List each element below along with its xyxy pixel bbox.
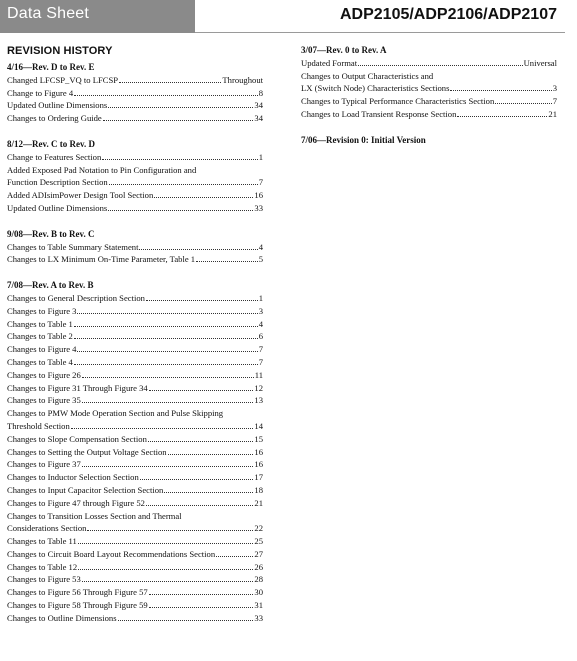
dot-leader — [358, 58, 522, 66]
revision-group — [7, 228, 263, 266]
revision-entry — [7, 292, 263, 305]
entry-text: Changes to Figure 37 — [7, 459, 81, 470]
entry-text: Changes to Figure 58 Through Figure 59 — [7, 600, 148, 611]
entry-page: 18 — [254, 484, 263, 495]
entry-page: 15 — [254, 433, 263, 444]
revision-entry — [301, 95, 557, 108]
dot-leader — [82, 395, 254, 403]
entry-page: 16 — [254, 190, 263, 201]
entry-text: Changes to Figure 47 through Figure 52 — [7, 497, 145, 508]
dot-leader — [77, 344, 257, 352]
revision-group — [7, 279, 263, 625]
dot-leader — [149, 383, 254, 391]
revision-entry — [7, 343, 263, 356]
revision-entry — [7, 497, 263, 510]
entry-page: 33 — [254, 612, 263, 623]
revision-entry — [7, 253, 263, 266]
entry-page: 1 — [258, 151, 263, 162]
entry-page: 7 — [552, 96, 557, 107]
revision-entry — [7, 305, 263, 318]
dot-leader — [495, 96, 551, 104]
dot-leader — [140, 472, 254, 480]
entry-page: 7 — [258, 177, 263, 188]
entry-text: Changes to Typical Performance Characteristics Section — [301, 96, 495, 107]
revision-entry — [7, 202, 263, 215]
dot-leader — [78, 536, 254, 544]
revision-entry — [301, 108, 557, 121]
entry-text: Changes to Figure 26 — [7, 369, 81, 380]
revision-heading: 8/12—Rev. C to Rev. D — [7, 138, 95, 149]
dot-leader — [149, 587, 254, 595]
revision-group — [7, 138, 263, 215]
revision-entry-line: Added Exposed Pad Notation to Pin Configuration and — [7, 164, 197, 175]
entry-text: Changes to Table 1 — [7, 318, 73, 329]
revision-entry — [7, 151, 263, 164]
revision-entry — [7, 561, 263, 574]
dot-leader — [450, 83, 551, 91]
right-column — [301, 44, 557, 160]
dot-leader — [108, 203, 253, 211]
revision-entry — [7, 573, 263, 586]
entry-page: 30 — [254, 587, 263, 598]
revision-entry — [7, 74, 263, 87]
entry-text: Function Description Section — [7, 177, 108, 188]
revision-entry — [7, 535, 263, 548]
revision-heading: 7/08—Rev. A to Rev. B — [7, 280, 94, 291]
dot-leader — [74, 357, 258, 365]
dot-leader — [168, 447, 254, 455]
header-doc-type: Data Sheet — [7, 5, 90, 22]
revision-heading: 4/16—Rev. D to Rev. E — [7, 62, 95, 72]
entry-page: 3 — [258, 305, 263, 316]
entry-text: Changes to General Description Section — [7, 292, 145, 303]
entry-page: 13 — [254, 395, 263, 406]
entry-page: 5 — [258, 254, 263, 265]
revision-heading: 9/08—Rev. B to Rev. C — [7, 228, 95, 239]
revision-entry — [7, 420, 263, 433]
revision-entry — [7, 522, 263, 535]
entry-page: 34 — [254, 113, 263, 124]
entry-text: Changes to Figure 53 — [7, 574, 81, 585]
entry-page: 4 — [258, 318, 263, 329]
revision-entry — [7, 112, 263, 125]
dot-leader — [164, 485, 253, 493]
entry-page: 21 — [548, 108, 557, 119]
dot-leader — [74, 319, 258, 327]
entry-text: Changes to Slope Compensation Section — [7, 433, 147, 444]
revision-entry — [301, 82, 557, 95]
dot-leader — [103, 113, 254, 121]
revision-entry — [7, 612, 263, 625]
dot-leader — [146, 498, 253, 506]
dot-leader — [102, 152, 257, 160]
revision-entry — [7, 458, 263, 471]
revision-entry — [7, 548, 263, 561]
revision-entry — [7, 369, 263, 382]
revision-group — [7, 61, 263, 125]
revision-entry — [301, 57, 557, 70]
entry-text: Changes to Figure 56 Through Figure 57 — [7, 587, 148, 598]
revision-entry — [7, 356, 263, 369]
entry-page: Universal — [523, 57, 557, 68]
dot-leader — [74, 331, 258, 339]
revision-group — [301, 44, 557, 121]
entry-text: Changes to Figure 31 Through Figure 34 — [7, 382, 148, 393]
dot-leader — [77, 306, 257, 314]
dot-leader — [139, 242, 257, 250]
entry-page: 14 — [254, 420, 263, 431]
dot-leader — [119, 75, 221, 83]
revision-entry — [7, 484, 263, 497]
entry-page: 28 — [254, 574, 263, 585]
left-column — [7, 44, 263, 638]
entry-page: 7 — [258, 356, 263, 367]
dot-leader — [82, 459, 254, 467]
entry-text: Change to Figure 4 — [7, 87, 74, 98]
dot-leader — [196, 254, 258, 262]
entry-page: 16 — [254, 446, 263, 457]
entry-page: 27 — [254, 548, 263, 559]
dot-leader — [118, 613, 254, 621]
entry-text: Updated Outline Dimensions — [7, 100, 108, 111]
section-title: REVISION HISTORY — [7, 45, 113, 57]
revision-entry — [7, 471, 263, 484]
entry-text: Updated Outline Dimensions — [7, 202, 108, 213]
header-part-numbers: ADP2105/ADP2106/ADP2107 — [339, 6, 557, 23]
entry-page: 11 — [254, 369, 263, 380]
dot-leader — [71, 421, 254, 429]
revision-entry — [7, 99, 263, 112]
entry-page: Throughout — [222, 74, 263, 85]
revision-entry — [7, 446, 263, 459]
revision-heading: 3/07—Rev. 0 to Rev. A — [301, 45, 387, 55]
revision-entry — [7, 318, 263, 331]
entry-page: 26 — [254, 561, 263, 572]
dot-leader — [149, 600, 254, 608]
entry-page: 33 — [254, 202, 263, 213]
entry-page: 7 — [258, 344, 263, 355]
entry-text: Changes to Table 4 — [7, 356, 73, 367]
revision-entry — [7, 394, 263, 407]
entry-page: 34 — [254, 100, 263, 111]
entry-page: 25 — [254, 536, 263, 547]
revision-entry — [7, 241, 263, 254]
dot-leader — [216, 549, 253, 557]
entry-page: 6 — [258, 331, 263, 342]
header-rule — [195, 32, 565, 33]
entry-text: Changes to Input Capacitor Selection Section — [7, 484, 164, 495]
entry-text: Changes to Figure 3 — [7, 305, 77, 316]
entry-text: Change to Features Section — [7, 151, 102, 162]
entry-page: 3 — [552, 83, 557, 94]
dot-leader — [154, 190, 253, 198]
dot-leader — [74, 88, 258, 96]
revision-entry — [7, 599, 263, 612]
header-bar — [0, 0, 195, 33]
revision-entry — [7, 87, 263, 100]
entry-text: Changes to Circuit Board Layout Recommendations Section — [7, 548, 216, 559]
dot-leader — [78, 562, 253, 570]
dot-leader — [109, 177, 258, 185]
entry-text: Considerations Section — [7, 523, 87, 534]
revision-entry — [7, 433, 263, 446]
entry-page: 4 — [258, 241, 263, 252]
page-header — [0, 0, 565, 33]
entry-text: Changes to Ordering Guide — [7, 113, 102, 124]
entry-text: Threshold Section — [7, 420, 70, 431]
entry-page: 21 — [254, 497, 263, 508]
revision-entry — [7, 586, 263, 599]
dot-leader — [87, 523, 253, 531]
revision-heading: 7/06—Revision 0: Initial Version — [301, 134, 426, 145]
entry-page: 31 — [254, 600, 263, 611]
dot-leader — [108, 100, 253, 108]
dot-leader — [146, 293, 258, 301]
entry-text: Changes to LX Minimum On-Time Parameter, Table 1 — [7, 254, 196, 265]
entry-text: Changed LFCSP_VQ to LFCSP — [7, 74, 119, 85]
entry-text: Changes to Load Transient Response Section — [301, 108, 457, 119]
revision-group — [301, 134, 557, 147]
entry-text: Changes to Figure 35 — [7, 395, 81, 406]
entry-text: Changes to Table 2 — [7, 331, 73, 342]
entry-page: 17 — [254, 472, 263, 483]
dot-leader — [82, 574, 254, 582]
entry-text: Updated Format — [301, 57, 358, 68]
revision-entry — [7, 176, 263, 189]
entry-text: LX (Switch Node) Characteristics Sections — [301, 83, 450, 94]
entry-page: 12 — [254, 382, 263, 393]
entry-text: Changes to Table 12 — [7, 561, 78, 572]
entry-text: Changes to Table Summary Statement — [7, 241, 139, 252]
entry-text: Added ADIsimPower Design Tool Section — [7, 190, 154, 201]
dot-leader — [457, 109, 547, 117]
revision-entry — [7, 189, 263, 202]
revision-entry-line: Changes to Output Characteristics and — [301, 70, 434, 81]
entry-text: Changes to Table 11 — [7, 536, 77, 547]
dot-leader — [82, 370, 254, 378]
entry-text: Changes to Inductor Selection Section — [7, 472, 139, 483]
dot-leader — [148, 434, 254, 442]
entry-page: 16 — [254, 459, 263, 470]
revision-entry — [7, 382, 263, 395]
entry-page: 1 — [258, 292, 263, 303]
revision-entry-line: Changes to PMW Mode Operation Section and Pulse Skipping — [7, 408, 224, 419]
entry-text: Changes to Setting the Output Voltage Section — [7, 446, 167, 457]
revision-entry — [7, 330, 263, 343]
entry-page: 8 — [258, 87, 263, 98]
entry-text: Changes to Outline Dimensions — [7, 612, 117, 623]
entry-text: Changes to Figure 4 — [7, 344, 77, 355]
revision-entry-line: Changes to Transition Losses Section and Thermal — [7, 510, 182, 521]
entry-page: 22 — [254, 523, 263, 534]
